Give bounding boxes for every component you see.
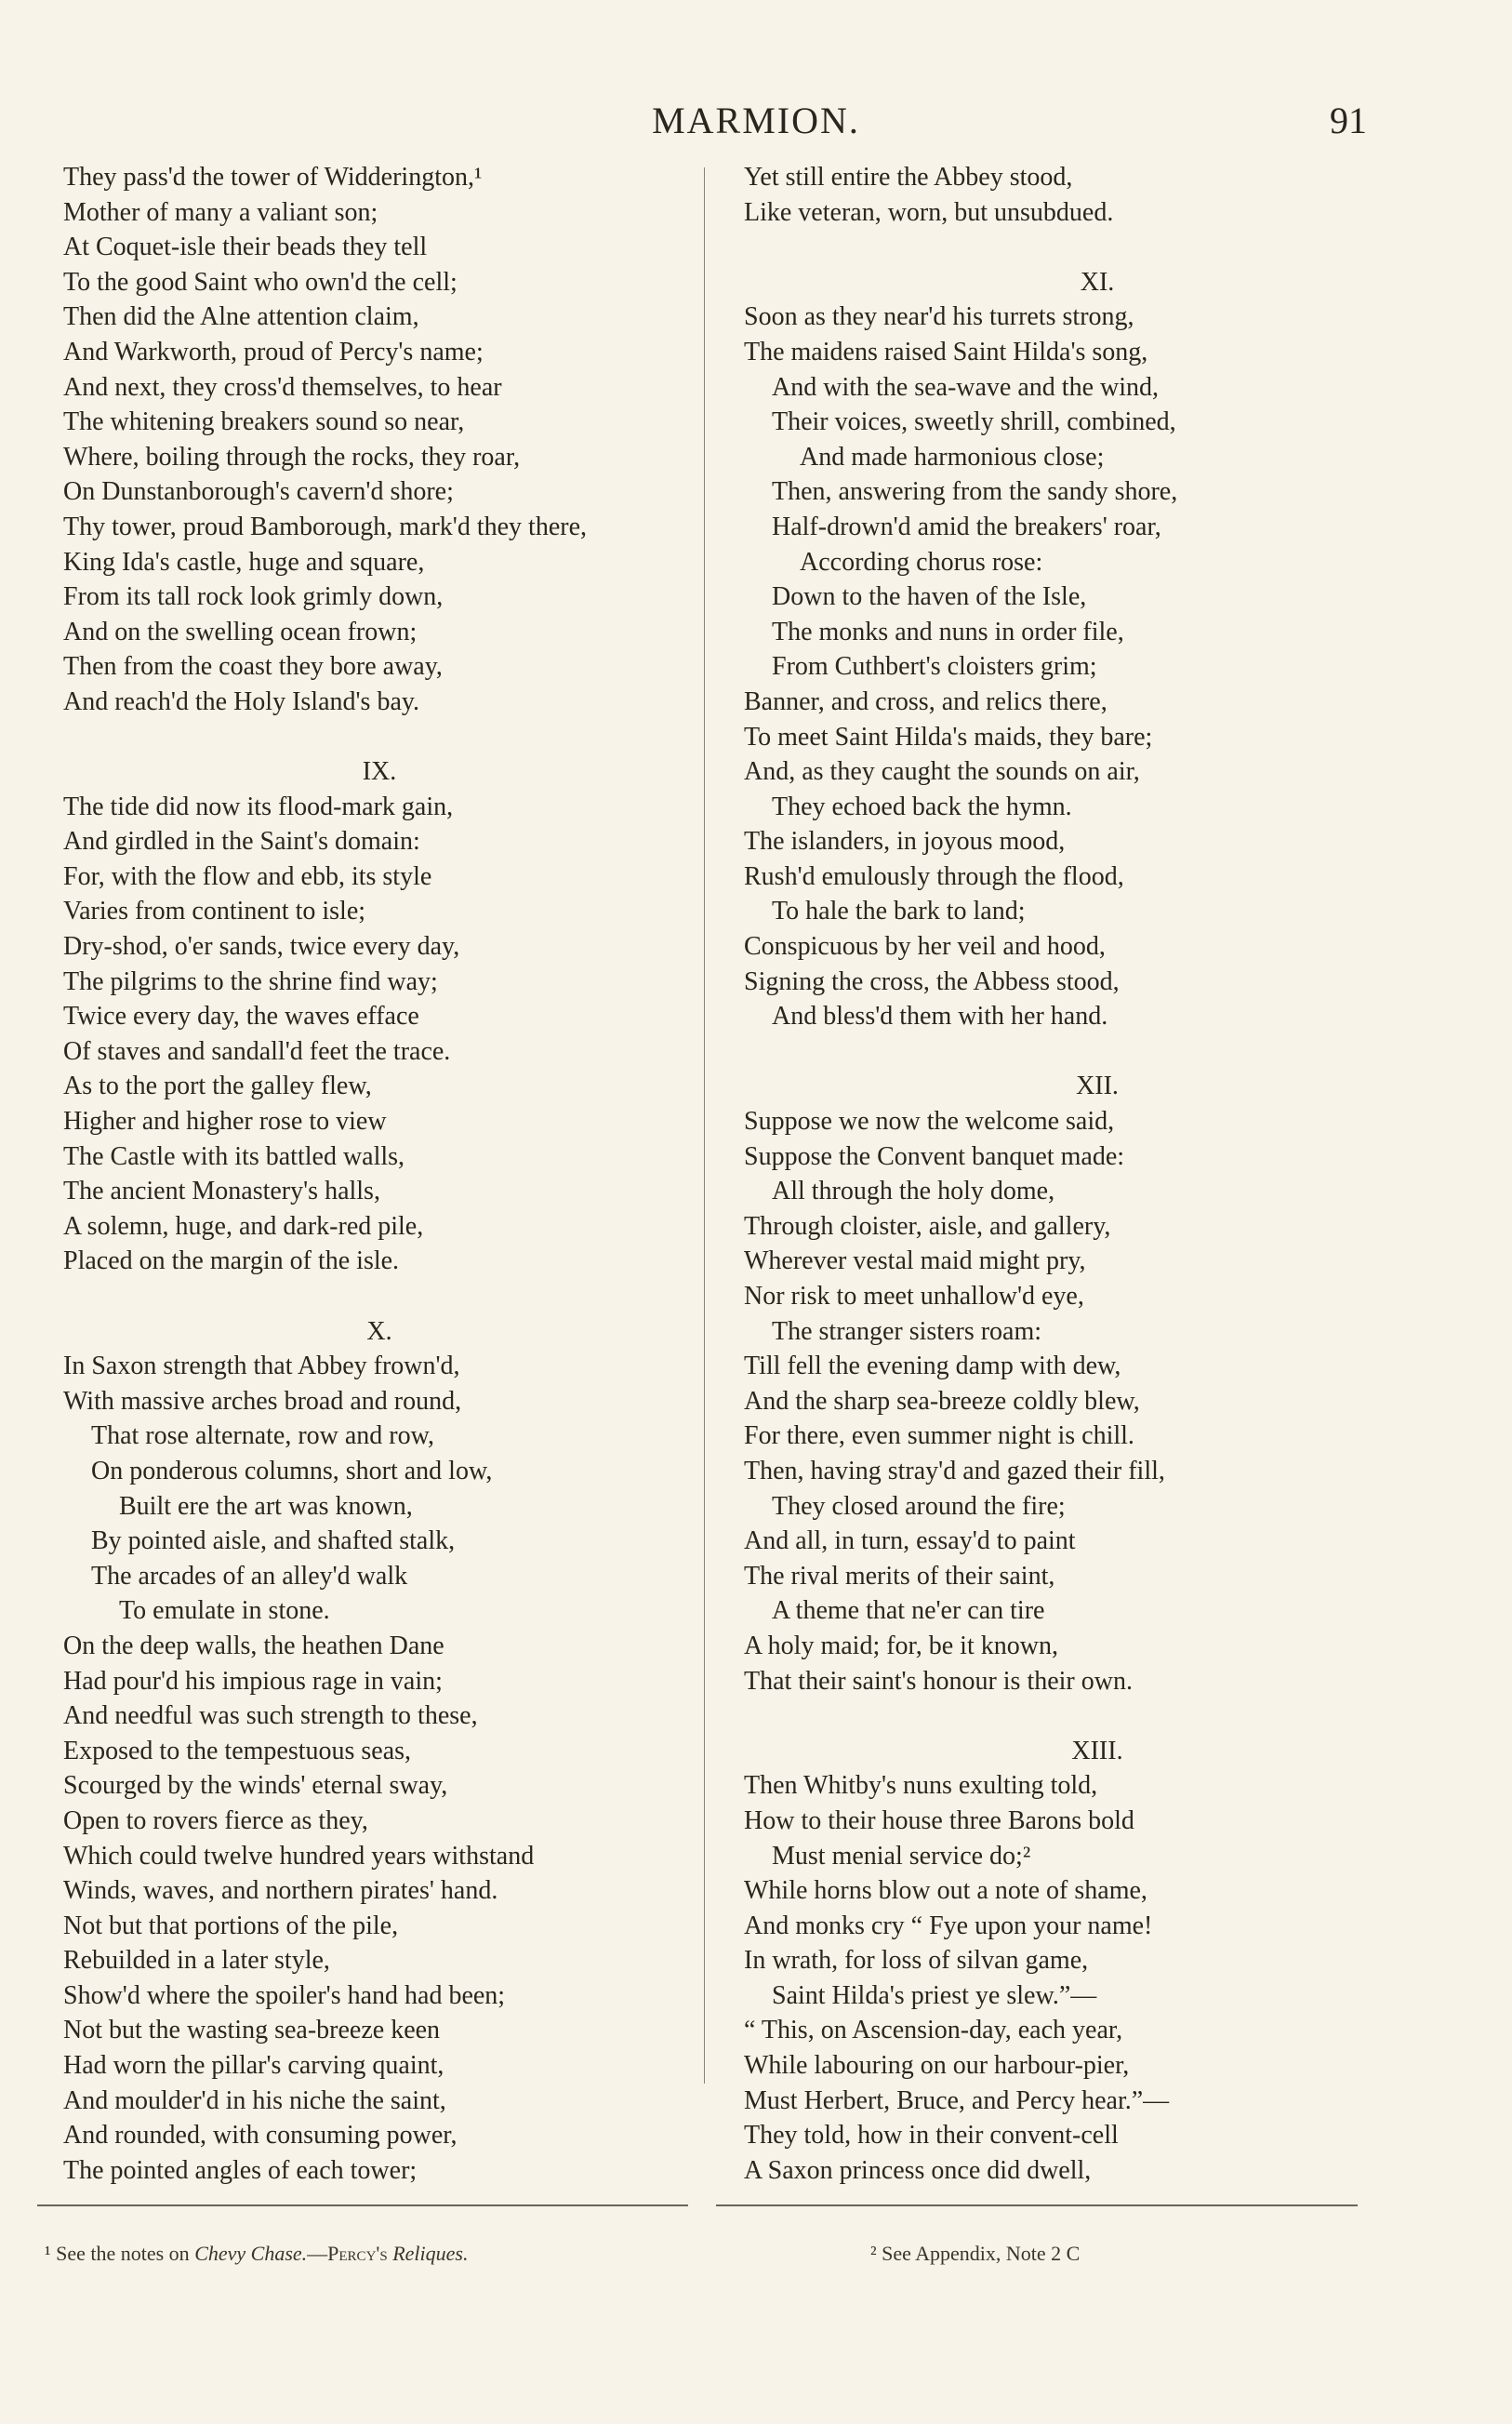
verse-line: And with the sea-wave and the wind,: [772, 372, 1159, 402]
verse-line: From its tall rock look grimly down,: [63, 582, 444, 612]
verse-line: Suppose we now the welcome said,: [744, 1107, 1115, 1137]
verse-line: Then, having stray'd and gazed their fill,: [744, 1456, 1165, 1485]
verse-line: Then, answering from the sandy shore,: [772, 477, 1178, 507]
footnote-1-prefix: ¹ See the notes on: [45, 2242, 195, 2265]
verse-line: At Coquet-isle their beads they tell: [63, 233, 428, 262]
verse-line: Till fell the evening damp with dew,: [744, 1352, 1121, 1381]
footnote-1-dash: —: [307, 2242, 328, 2265]
verse-line: A theme that ne'er can tire: [772, 1596, 1045, 1626]
verse-line: And the sharp sea-breeze coldly blew,: [744, 1386, 1140, 1416]
footnote-rule-left: [37, 2204, 688, 2206]
verse-line: Rush'd emulously through the flood,: [744, 861, 1124, 891]
verse-line: Half-drown'd amid the breakers' roar,: [772, 512, 1161, 541]
verse-line: Must Herbert, Bruce, and Percy hear.”—: [744, 2085, 1170, 2115]
verse-line: Signing the cross, the Abbess stood,: [744, 966, 1120, 996]
verse-line: In Saxon strength that Abbey frown'd,: [63, 1352, 460, 1381]
verse-line: The whitening breakers sound so near,: [63, 407, 465, 437]
footnote-2: ² See Appendix, Note 2 C: [870, 2242, 1081, 2265]
footnote-1-author: Percy's: [327, 2242, 388, 2265]
verse-line: Had worn the pillar's carving quaint,: [63, 2051, 444, 2081]
verse-line: Then Whitby's nuns exulting told,: [744, 1771, 1098, 1801]
verse-line: Built ere the art was known,: [119, 1491, 413, 1521]
verse-line: Suppose the Convent banquet made:: [744, 1141, 1125, 1171]
verse-line: Of staves and sandall'd feet the trace.: [63, 1036, 451, 1066]
verse-line: And, as they caught the sounds on air,: [744, 757, 1140, 787]
verse-line: The monks and nuns in order file,: [772, 617, 1124, 646]
verse-line: A solemn, huge, and dark-red pile,: [63, 1211, 424, 1241]
verse-line: To the good Saint who own'd the cell;: [63, 267, 458, 297]
verse-line: From Cuthbert's cloisters grim;: [772, 652, 1097, 682]
verse-line: They told, how in their convent-cell: [744, 2121, 1119, 2151]
verse-line: By pointed aisle, and shafted stalk,: [91, 1526, 456, 1556]
verse-line: Which could twelve hundred years withstand: [63, 1841, 535, 1871]
verse-line: While labouring on our harbour-pier,: [744, 2051, 1130, 2081]
verse-line: For, with the flow and ebb, its style: [63, 861, 432, 891]
verse-line: And needful was such strength to these,: [63, 1701, 478, 1731]
verse-line: Wherever vestal maid might pry,: [744, 1246, 1086, 1276]
column-divider: [704, 167, 705, 2084]
verse-line: The pilgrims to the shrine find way;: [63, 966, 438, 996]
verse-line: And girdled in the Saint's domain:: [63, 827, 420, 857]
verse-line: Higher and higher rose to view: [63, 1107, 387, 1137]
verse-line: The islanders, in joyous mood,: [744, 827, 1066, 857]
verse-line: And bless'd them with her hand.: [772, 1002, 1108, 1032]
verse-line: Show'd where the spoiler's hand had been;: [63, 1980, 506, 2010]
verse-line: Winds, waves, and northern pirates' hand.: [63, 1876, 498, 1906]
verse-line: Rebuilded in a later style,: [63, 1946, 330, 1976]
page-number: 91: [1330, 100, 1367, 141]
verse-line: To meet Saint Hilda's maids, they bare;: [744, 722, 1153, 752]
verse-line: Thy tower, proud Bamborough, mark'd they there,: [63, 512, 588, 541]
verse-line: With massive arches broad and round,: [63, 1386, 462, 1416]
verse-line: Down to the haven of the Isle,: [772, 582, 1087, 612]
verse-line: Not but the wasting sea-breeze keen: [63, 2016, 441, 2045]
verse-line: Then did the Alne attention claim,: [63, 302, 419, 332]
verse-line: The ancient Monastery's halls,: [63, 1177, 380, 1206]
verse-line: The stranger sisters roam:: [772, 1316, 1042, 1346]
footnote-1-title: Chevy Chase.: [194, 2242, 308, 2265]
stanza-gap: [744, 230, 1451, 265]
footnote-1: [45, 2242, 468, 2266]
verse-line: And on the swelling ocean frown;: [63, 617, 418, 646]
verse-line: Not but that portions of the pile,: [63, 1911, 399, 1940]
verse-line: The tide did now its flood-mark gain,: [63, 792, 454, 821]
verse-line: Open to rovers fierce as they,: [63, 1805, 368, 1835]
verse-line: And monks cry “ Fye upon your name!: [744, 1911, 1153, 1940]
stanza-gap: [744, 1034, 1451, 1070]
verse-line: That their saint's honour is their own.: [744, 1666, 1133, 1696]
footnote-rule-right: [716, 2204, 1358, 2206]
verse-line: The rival merits of their saint,: [744, 1561, 1055, 1591]
stanza-number: XII.: [1076, 1072, 1119, 1101]
verse-line: Dry-shod, o'er sands, twice every day,: [63, 932, 460, 962]
verse-line: Soon as they near'd his turrets strong,: [744, 302, 1134, 332]
verse-line: In wrath, for loss of silvan game,: [744, 1946, 1089, 1976]
right-column: [744, 160, 1451, 2188]
verse-line: The maidens raised Saint Hilda's song,: [744, 337, 1148, 366]
stanza-number: XIII.: [1071, 1736, 1123, 1765]
stanza-gap: [63, 720, 696, 755]
footnote-1-work: Reliques.: [392, 2242, 469, 2265]
verse-line: While horns blow out a note of shame,: [744, 1876, 1147, 1906]
verse-line: They closed around the fire;: [772, 1491, 1066, 1521]
verse-line: Yet still entire the Abbey stood,: [744, 163, 1073, 192]
verse-line: They echoed back the hymn.: [772, 792, 1072, 821]
verse-line: Through cloister, aisle, and gallery,: [744, 1211, 1111, 1241]
verse-line: And made harmonious close;: [800, 442, 1105, 472]
verse-line: Exposed to the tempestuous seas,: [63, 1736, 412, 1765]
verse-line: Twice every day, the waves efface: [63, 1002, 419, 1032]
verse-line: And Warkworth, proud of Percy's name;: [63, 337, 484, 366]
verse-line: On the deep walls, the heathen Dane: [63, 1631, 444, 1660]
stanza-number: X.: [366, 1316, 392, 1346]
verse-line: A holy maid; for, be it known,: [744, 1631, 1058, 1660]
stanza-gap: [63, 1279, 696, 1314]
verse-line: According chorus rose:: [800, 547, 1043, 577]
verse-line: Must menial service do;²: [772, 1841, 1031, 1871]
verse-line: And rounded, with consuming power,: [63, 2121, 458, 2151]
verse-line: And moulder'd in his niche the saint,: [63, 2085, 446, 2115]
verse-line: Varies from continent to isle;: [63, 897, 366, 926]
verse-line: Had pour'd his impious rage in vain;: [63, 1666, 443, 1696]
verse-line: On ponderous columns, short and low,: [91, 1456, 493, 1485]
verse-line: Mother of many a valiant son;: [63, 197, 378, 227]
verse-line: Scourged by the winds' eternal sway,: [63, 1771, 448, 1801]
verse-line: The Castle with its battled walls,: [63, 1141, 405, 1171]
verse-line: Placed on the margin of the isle.: [63, 1246, 400, 1276]
verse-line: Saint Hilda's priest ye slew.”—: [772, 1980, 1097, 2010]
verse-line: Their voices, sweetly shrill, combined,: [772, 407, 1176, 437]
stanza-number: XI.: [1080, 267, 1115, 297]
verse-line: Nor risk to meet unhallow'd eye,: [744, 1282, 1084, 1311]
verse-line: A Saxon princess once did dwell,: [744, 2155, 1092, 2185]
verse-line: Like veteran, worn, but unsubdued.: [744, 197, 1114, 227]
verse-line: And next, they cross'd themselves, to hear: [63, 372, 502, 402]
verse-line: Where, boiling through the rocks, they roar,: [63, 442, 521, 472]
verse-line: To emulate in stone.: [119, 1596, 330, 1626]
verse-line: “ This, on Ascension-day, each year,: [744, 2016, 1123, 2045]
running-title: MARMION.: [652, 100, 860, 141]
verse-line: King Ida's castle, huge and square,: [63, 547, 425, 577]
verse-line: The arcades of an alley'd walk: [91, 1561, 408, 1591]
verse-line: Conspicuous by her veil and hood,: [744, 932, 1106, 962]
left-column: [63, 160, 696, 2188]
verse-line: How to their house three Barons bold: [744, 1805, 1134, 1835]
verse-line: That rose alternate, row and row,: [91, 1421, 435, 1451]
stanza-number: IX.: [362, 757, 397, 787]
verse-line: On Dunstanborough's cavern'd shore;: [63, 477, 454, 507]
verse-line: To hale the bark to land;: [772, 897, 1026, 926]
verse-line: Banner, and cross, and relics there,: [744, 686, 1107, 716]
verse-line: And all, in turn, essay'd to paint: [744, 1526, 1076, 1556]
verse-line: As to the port the galley flew,: [63, 1072, 372, 1101]
verse-line: All through the holy dome,: [772, 1177, 1055, 1206]
stanza-gap: [744, 1698, 1451, 1734]
verse-line: Then from the coast they bore away,: [63, 652, 443, 682]
verse-line: The pointed angles of each tower;: [63, 2155, 418, 2185]
verse-line: They pass'd the tower of Widderington,¹: [63, 163, 483, 192]
verse-line: For there, even summer night is chill.: [744, 1421, 1134, 1451]
verse-line: And reach'd the Holy Island's bay.: [63, 686, 420, 716]
